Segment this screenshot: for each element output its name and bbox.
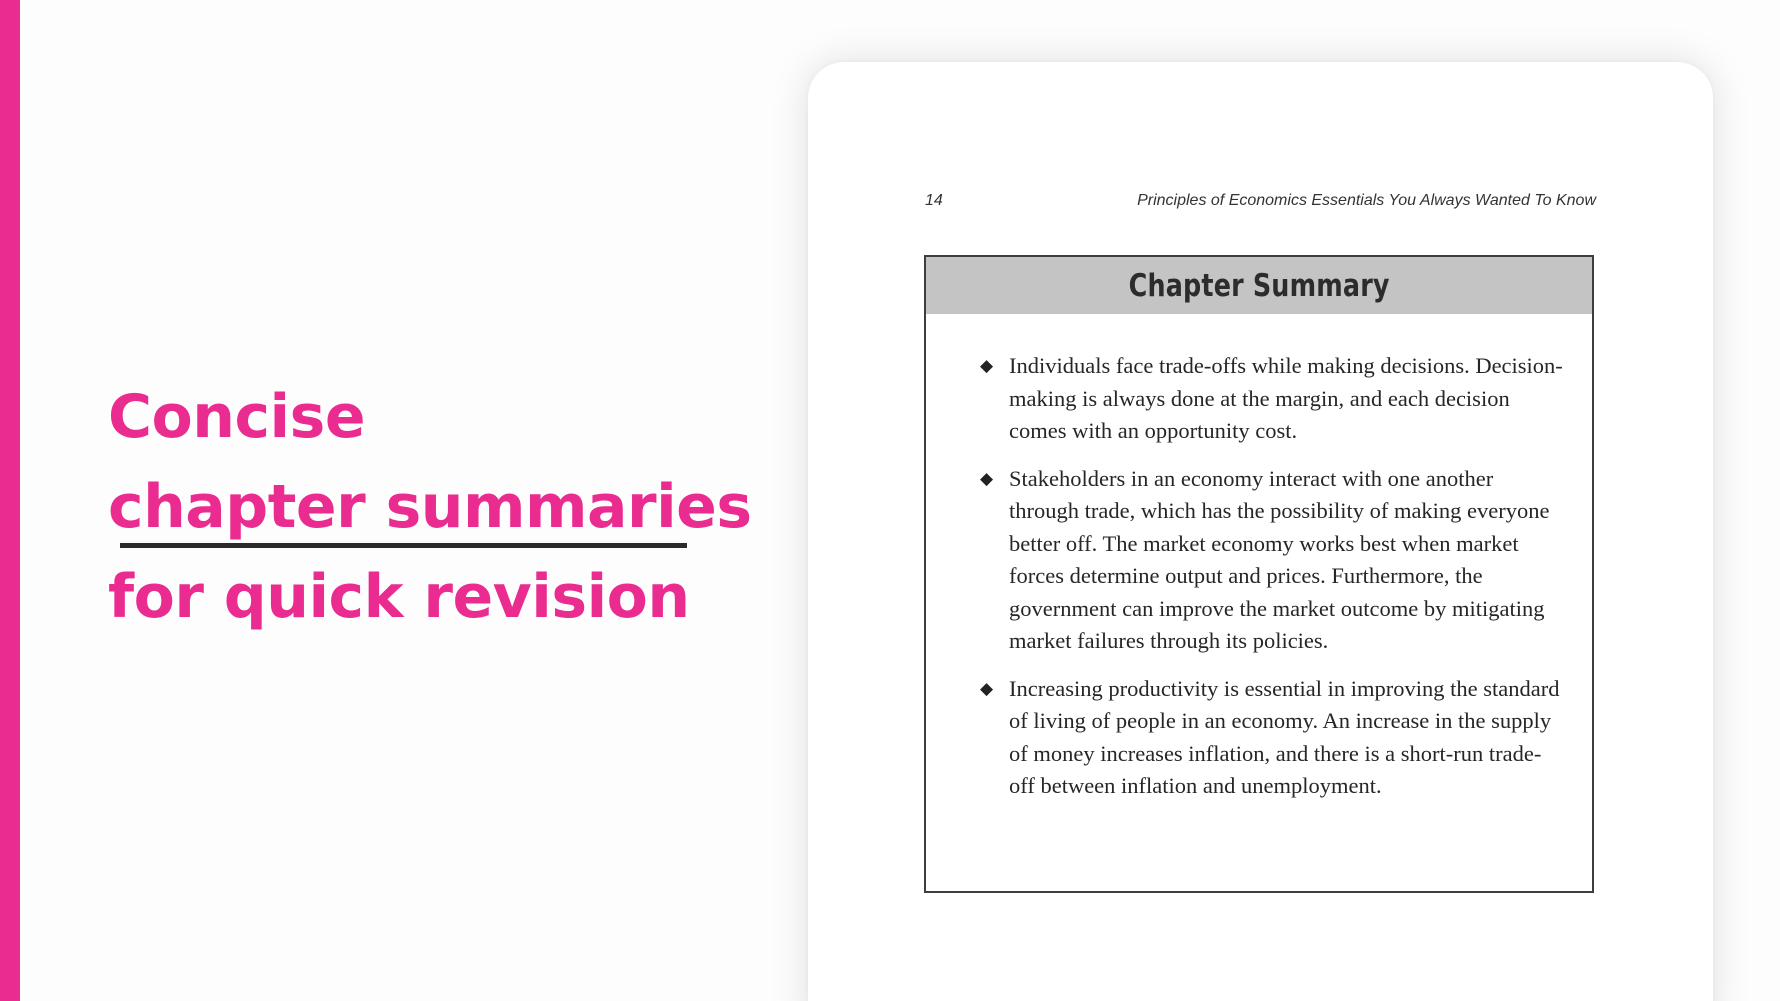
summary-bullet-text: Stakeholders in an economy interact with one another through trade, which has the possibility of making everyone better off. The market economy works best when market forces determine output and prices. Furthermore, the government can improve the market outcome by mitigating market failures through its policies. [1009,465,1550,653]
summary-title-bar [926,257,1592,314]
headline-line-2: chapter summaries [108,472,752,542]
summary-bullet [980,463,1564,658]
running-header: Principles of Economics Essentials You Always Wanted To Know [1137,192,1596,209]
headline-underline [120,543,687,548]
page-number: 14 [925,192,943,209]
summary-title: Chapter Summary [1128,267,1390,304]
headline [108,372,752,642]
diamond-icon: ◆ [980,468,994,489]
headline-line-1: Concise [108,382,366,452]
summary-bullet-list [926,314,1592,803]
accent-bar [0,0,20,1001]
book-page-preview [808,62,1713,1001]
headline-line-3: for quick revision [108,562,690,632]
summary-bullet [980,350,1564,448]
summary-bullet-text: Increasing productivity is essential in improving the standard of living of people in an economy. An increase in the supply of money increases inflation, and there is a short-run trade-off between inflation and unemployment. [1009,675,1560,798]
summary-bullet-text: Individuals face trade-offs while making decisions. Decision-making is always done at the margin, and each decision comes with an opportunity cost. [1009,353,1563,443]
summary-bullet [980,673,1564,803]
diamond-icon: ◆ [980,678,994,699]
chapter-summary-box [924,255,1594,893]
diamond-icon: ◆ [980,356,994,376]
